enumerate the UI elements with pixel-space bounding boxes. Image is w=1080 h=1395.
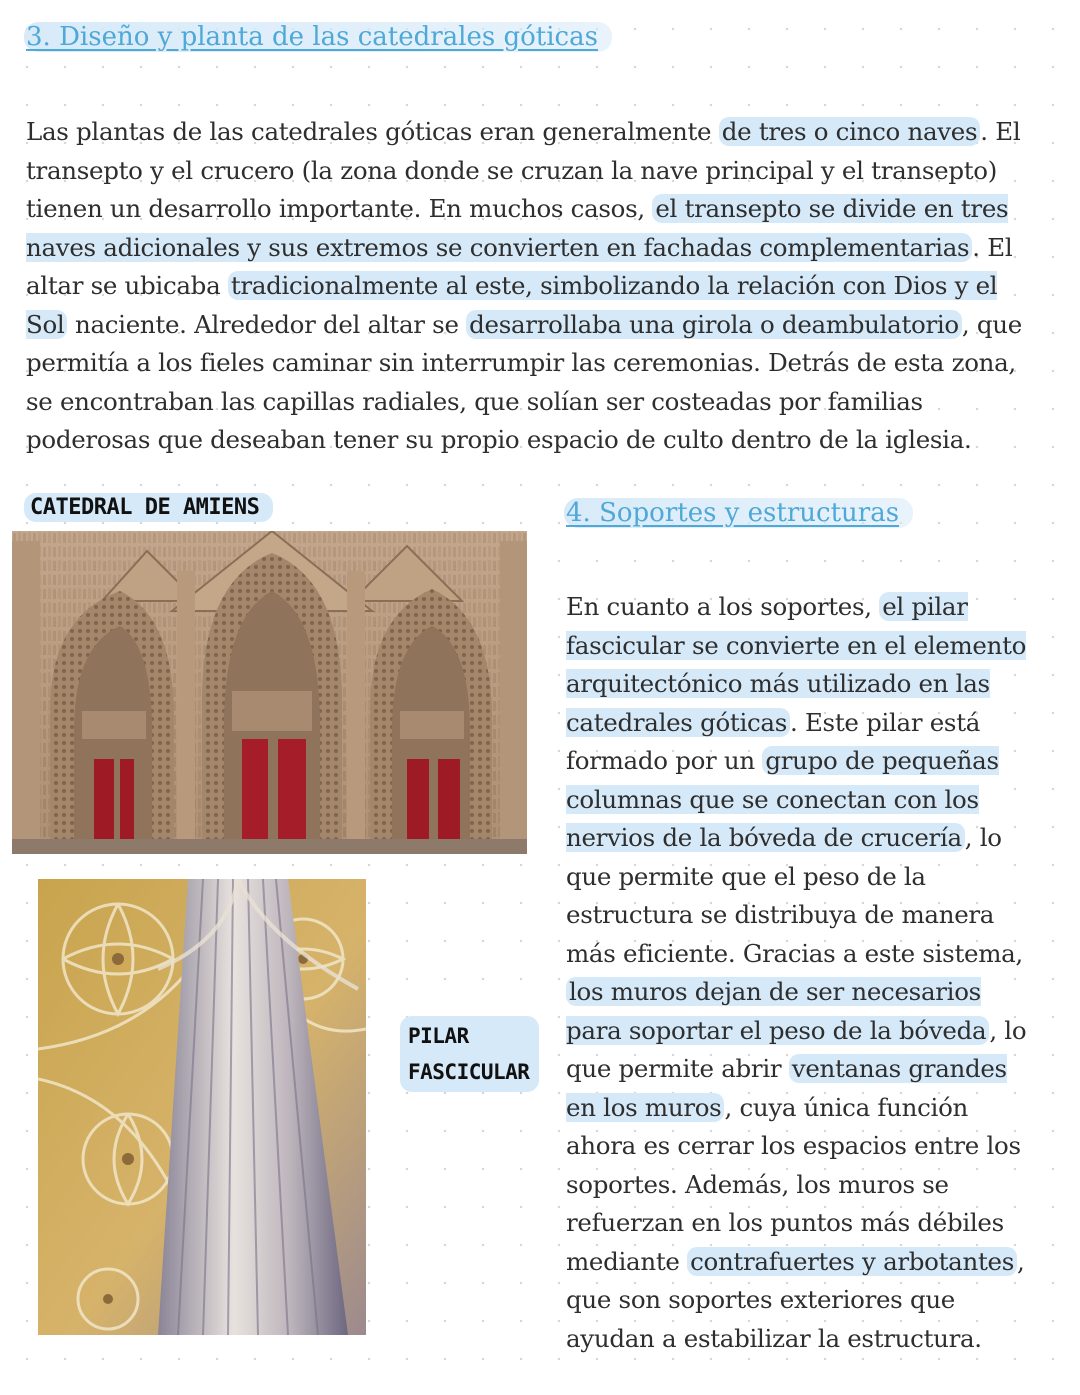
highlighted-text: los muros dejan de ser necesarios para soportar el peso de la bóveda — [566, 977, 989, 1045]
section-4-paragraph — [566, 588, 1036, 1358]
highlighted-text: tradicionalmente al este, simbolizando la relación con Dios y el Sol — [26, 271, 998, 339]
text-run: , lo que permite que el peso de la estructura se distribuya de manera más eficiente. Gracias a este sistema, — [566, 823, 1023, 968]
amiens-cathedral-facade-photo — [12, 531, 527, 854]
highlighted-text: el pilar fascicular se convierte en el elemento arquitectónico más utilizado en las catedrales góticas — [566, 592, 1027, 737]
highlighted-text: ventanas grandes en los muros — [566, 1054, 1007, 1122]
highlighted-text: de tres o cinco naves — [719, 117, 981, 146]
amiens-caption: CATEDRAL DE AMIENS — [24, 493, 273, 522]
highlighted-text: contrafuertes y arbotantes — [687, 1247, 1017, 1276]
text-run: . El transepto y el crucero (la zona donde se cruzan la nave principal y el transepto) tienen un desarrollo importante. En muchos casos, — [26, 117, 1021, 223]
section-3-title: 3. Diseño y planta de las catedrales góticas — [24, 22, 612, 52]
text-run: . Este pilar está formado por un — [566, 707, 981, 775]
highlighted-text: grupo de pequeñas columnas que se conectan con los nervios de la bóveda de crucería — [566, 746, 999, 852]
fascicular-pillar-caption — [400, 1016, 539, 1092]
highlighted-text: desarrollaba una girola o deambulatorio — [466, 310, 962, 339]
section-4-title: 4. Soportes y estructuras — [564, 498, 913, 528]
text-run: , lo que permite abrir — [566, 1015, 1027, 1083]
text-run: Las plantas de las catedrales góticas eran generalmente — [26, 117, 719, 146]
text-run: , que son soportes exteriores que ayudan a estabilizar la estructura. — [566, 1246, 1025, 1353]
highlighted-text: el transepto se divide en tres naves adicionales y sus extremos se convierten en fachadas complementarias — [26, 194, 1009, 262]
text-run: naciente. Alrededor del altar se — [67, 309, 467, 339]
text-run: En cuanto a los soportes, — [566, 592, 880, 621]
text-run: , cuya única función ahora es cerrar los espacios entre los soportes. Además, los muros se refuerzan en los puntos más débiles mediante — [566, 1092, 1021, 1276]
text-run: . El altar se ubicaba — [26, 232, 1013, 300]
fascicular-pillar-vault-photo — [38, 879, 366, 1335]
caption-line-1: PILAR — [408, 1024, 469, 1048]
section-3-paragraph — [26, 113, 1036, 460]
text-run: , que permitía a los fieles caminar sin interrumpir las ceremonias. Detrás de esta zona, se encontraban las capillas radiales, que solían ser costeadas por familias poderosas que deseaban tener su propio espacio de culto dentro de la iglesia. — [26, 309, 1022, 454]
caption-line-2: FASCICULAR — [408, 1060, 530, 1084]
